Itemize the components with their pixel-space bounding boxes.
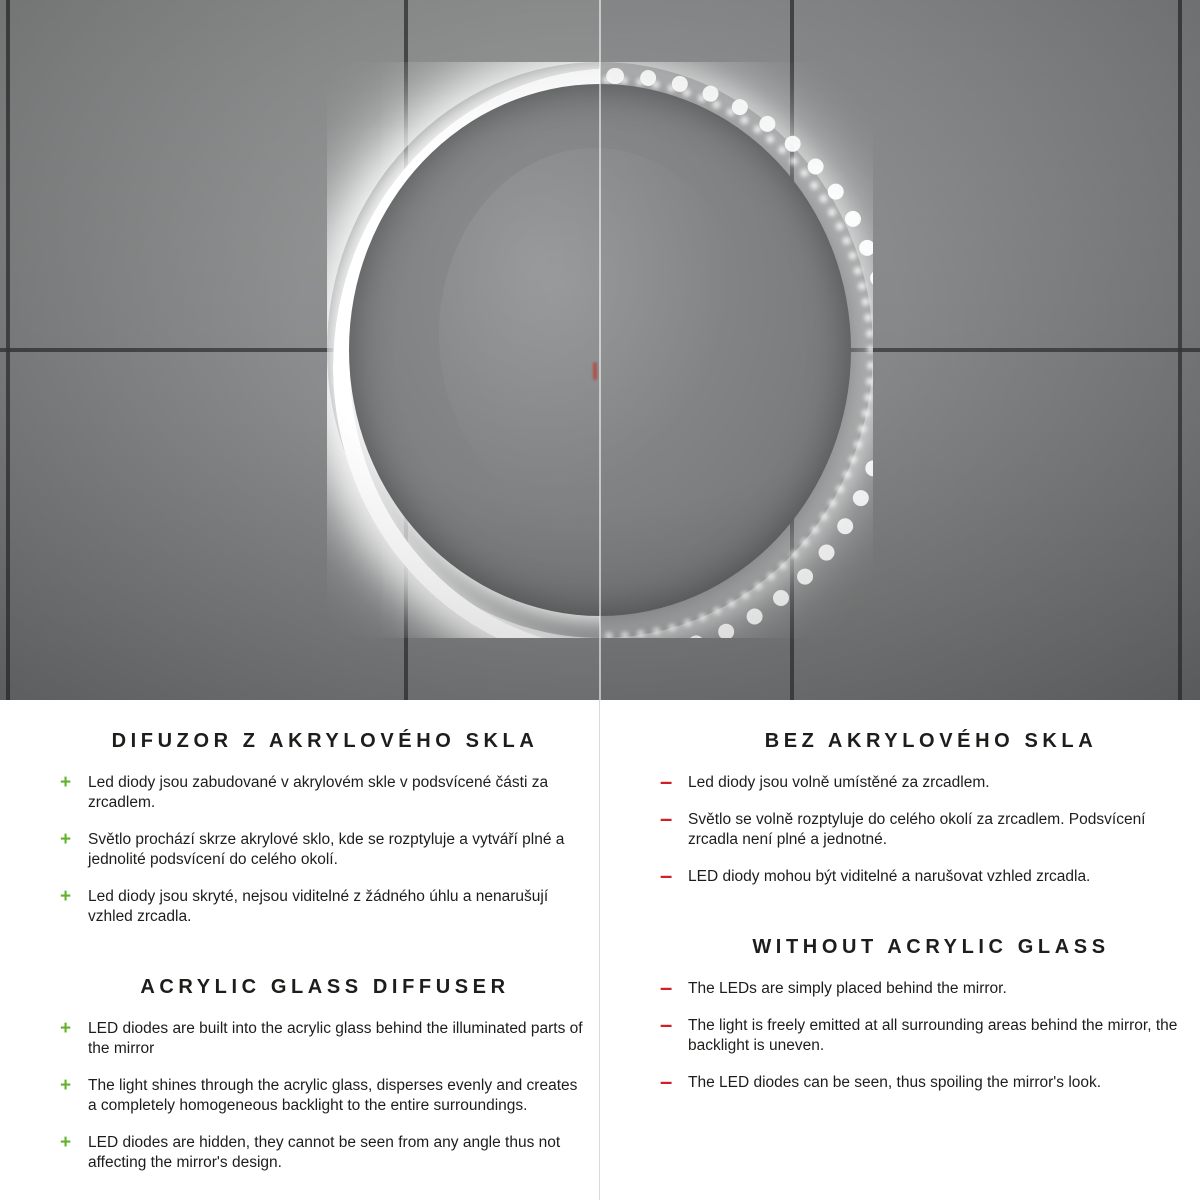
list-item-text: Světlo se volně rozptyluje do celého okolí za zrcadlem. Podsvícení zrcadla není plné a jednotné.: [688, 811, 1146, 848]
minus-icon: –: [660, 975, 673, 1000]
list-item: [60, 1076, 590, 1116]
list-item: [60, 830, 590, 870]
list-item-text: The LED diodes can be seen, thus spoiling the mirror's look.: [688, 1074, 1102, 1091]
list-item-text: Světlo prochází skrze akrylové sklo, kde se rozptyluje a vytváří plné a jednolité podsvícení do celého okolí.: [88, 831, 565, 868]
list-item-text: The LEDs are simply placed behind the mirror.: [688, 980, 1007, 997]
list-item: [660, 975, 1190, 1000]
list-item-text: LED diody mohou být viditelné a narušovat vzhled zrcadla.: [688, 868, 1091, 885]
list-item: [660, 1012, 1190, 1056]
heading-en-left: ACRYLIC GLASS DIFFUSER: [140, 976, 510, 998]
list-item: [60, 1133, 590, 1173]
list-en-right: [660, 975, 1190, 1094]
minus-icon: –: [660, 769, 673, 794]
list-cs-right: [660, 769, 1190, 888]
plus-icon: +: [60, 1075, 72, 1096]
list-item-text: The light is freely emitted at all surrounding areas behind the mirror, the backlight is uneven.: [688, 1017, 1178, 1054]
list-item: [660, 769, 1190, 794]
heading-cs-left: DIFUZOR Z AKRYLOVÉHO SKLA: [111, 730, 539, 752]
heading-cs-right: BEZ AKRYLOVÉHO SKLA: [764, 730, 1098, 752]
plus-icon: +: [60, 772, 72, 793]
plus-icon: +: [60, 886, 72, 907]
list-item-text: Led diody jsou skryté, nejsou viditelné z žádného úhlu a nenarušují vzhled zrcadla.: [88, 888, 549, 925]
text-section: [0, 700, 1200, 1200]
column-acrylic-diffuser: [60, 700, 590, 1190]
list-item-text: LED diodes are hidden, they cannot be seen from any angle thus not affecting the mirror's design.: [88, 1134, 561, 1171]
list-item-text: Led diody jsou zabudované v akrylovém skle v podsvícené části za zrcadlem.: [88, 774, 549, 811]
column-divider: [599, 700, 600, 1200]
list-item: [60, 1019, 590, 1059]
list-item: [660, 806, 1190, 850]
minus-icon: –: [660, 1012, 673, 1037]
list-item: [660, 1069, 1190, 1094]
minus-icon: –: [660, 1069, 673, 1094]
list-item-text: The light shines through the acrylic glass, disperses evenly and creates a completely homogeneous backlight to the entire surroundings.: [88, 1077, 578, 1114]
list-item: [60, 887, 590, 927]
list-item: [660, 863, 1190, 888]
photo-split-seam: [599, 0, 601, 700]
list-item-text: Led diody jsou volně umístěné za zrcadlem.: [688, 774, 990, 791]
list-cs-left: [60, 773, 590, 927]
minus-icon: –: [660, 806, 673, 831]
heading-en-right: WITHOUT ACRYLIC GLASS: [752, 936, 1110, 958]
plus-icon: +: [60, 1132, 72, 1153]
column-without-acrylic: [660, 700, 1190, 1110]
plus-icon: +: [60, 1018, 72, 1039]
list-item-text: LED diodes are built into the acrylic glass behind the illuminated parts of the mirror: [88, 1020, 583, 1057]
list-item: [60, 773, 590, 813]
minus-icon: –: [660, 863, 673, 888]
list-en-left: [60, 1019, 590, 1173]
plus-icon: +: [60, 829, 72, 850]
